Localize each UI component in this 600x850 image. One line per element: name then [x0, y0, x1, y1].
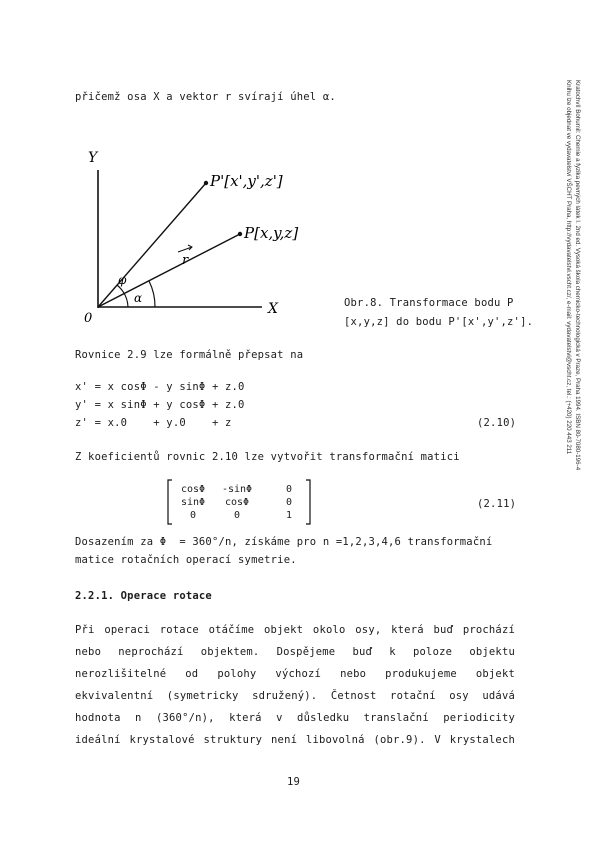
citation-line-1: Kratochvíl Bohumil: Chemie a fyzika pevných látek I. 2nd ed. Vysoká škola chemicko-technologická v Praze, Praha 1994. ISBN 80-7080-196-4 — [574, 80, 581, 471]
transformation-figure — [70, 140, 400, 340]
equation-number-2-10: (2.10) — [477, 417, 517, 429]
transformation-matrix — [166, 478, 312, 526]
substitution-line-1: Dosazením za Φ = 360°/n, získáme pro n =1,2,3,4,6 transformační — [75, 536, 493, 548]
angle-phi-label: φ — [118, 273, 127, 287]
y-axis-label: Y — [88, 150, 98, 166]
matrix-cell: sinΦ — [180, 497, 206, 508]
rewrite-sentence: Rovnice 2.9 lze formálně přepsat na — [75, 349, 304, 361]
matrix-cell: 1 — [285, 510, 293, 521]
equation-number-2-11: (2.11) — [477, 498, 517, 510]
figure-caption-line-2: [x,y,z] do bodu P'[x',y',z']. — [344, 316, 534, 328]
equation-y: y' = x sinΦ + y cosΦ + z.0 — [75, 399, 245, 411]
origin-label: 0 — [84, 311, 93, 326]
citation-line-2: Knihu lze objednat ve vydavatelství VŠCHT Praha, http://vydavatelstvi.vscht.cz/, e-mail: vydavatelstvi@vscht.cz, tel.: (+420) 220 443 211 — [565, 80, 572, 455]
matrix-sentence: Z koeficientů rovnic 2.10 lze vytvořit transformační matici — [75, 451, 460, 463]
point-p-prime-dot — [204, 181, 208, 185]
page-number: 19 — [287, 776, 301, 788]
matrix-cell: -sinΦ — [221, 484, 253, 495]
angle-alpha-arc — [149, 281, 155, 307]
section-heading: 2.2.1. Operace rotace — [75, 590, 212, 602]
paragraph-line: ekvivalentní (symetricky sdružený). Četnost rotační osy udává — [75, 690, 515, 702]
vector-r-label: r — [182, 253, 189, 268]
matrix-cell: 0 — [233, 510, 241, 521]
angle-alpha-label: α — [134, 291, 143, 305]
substitution-line-2: matice rotačních operací symetrie. — [75, 554, 297, 566]
x-axis-label: X — [268, 301, 278, 317]
paragraph-line: ideální krystalové struktury není libovolná (obr.9). V krystalech — [75, 734, 515, 746]
point-p-label: P[x,y,z] — [244, 224, 299, 242]
vector-r — [98, 234, 240, 307]
paragraph-line: Při operaci rotace otáčíme objekt okolo osy, která buď prochází — [75, 624, 515, 636]
point-p-dot — [238, 232, 242, 236]
citation-sidebar — [564, 80, 582, 470]
paragraph-line: nebo neprochází objektem. Dospějeme buď k poloze objektu — [75, 646, 515, 658]
point-p-prime-label: P'[x',y',z'] — [210, 172, 283, 190]
intro-line: přičemž osa X a vektor r svírají úhel α. — [75, 91, 336, 103]
paragraph-line: nerozlišitelné od polohy výchozí nebo produkujeme objekt — [75, 668, 515, 680]
matrix-cell: 0 — [285, 497, 293, 508]
matrix-cell: 0 — [189, 510, 197, 521]
equation-z: z' = x.0 + y.0 + z — [75, 417, 232, 429]
equation-x: x' = x cosΦ - y sinΦ + z.0 — [75, 381, 245, 393]
matrix-cell: cosΦ — [224, 497, 250, 508]
matrix-cell: 0 — [285, 484, 293, 495]
figure-caption-line-1: Obr.8. Transformace bodu P — [344, 297, 514, 309]
matrix-cell: cosΦ — [180, 484, 206, 495]
paragraph-line: hodnota n (360°/n), která v důsledku translační periodicity — [75, 712, 515, 724]
